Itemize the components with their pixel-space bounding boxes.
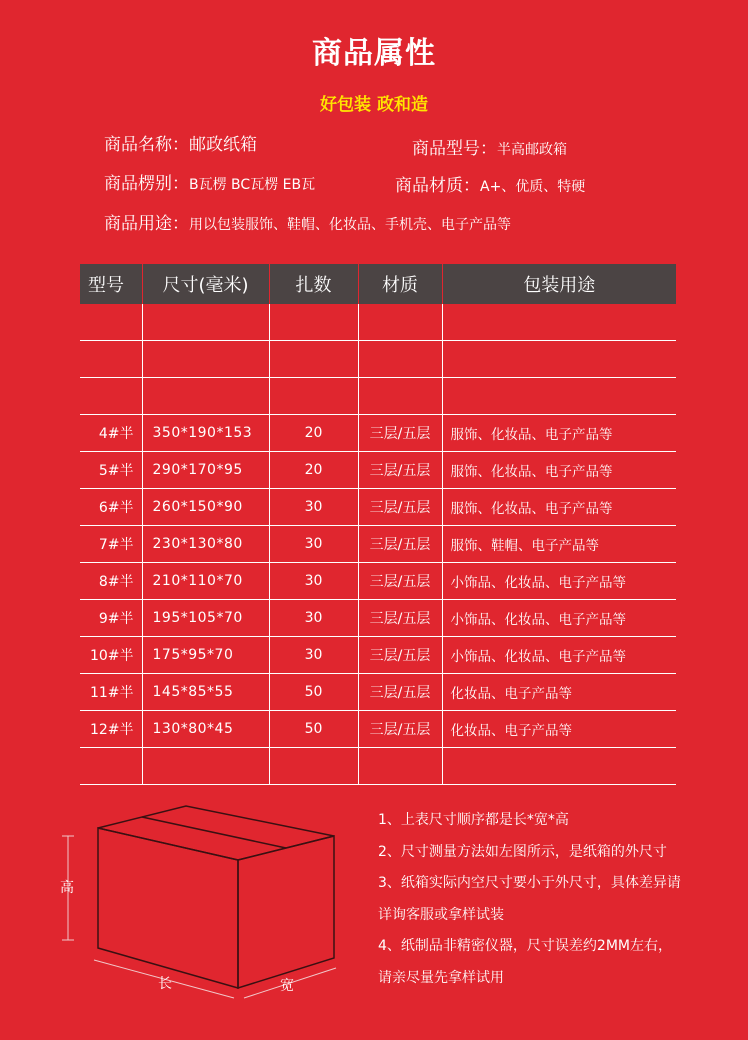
cell-material [358, 378, 442, 415]
attr-flute-value: B瓦楞 BC瓦楞 EB瓦 [189, 177, 316, 193]
cell-model: 6#半 [80, 489, 142, 526]
cell-size [142, 378, 269, 415]
cell-size: 350*190*153 [142, 415, 269, 452]
cell-material: 三层/五层 [358, 637, 442, 674]
cell-material [358, 341, 442, 378]
cell-usage: 化妆品、电子产品等 [442, 711, 676, 748]
note-line: 3、纸箱实际内空尺寸要小于外尺寸，具体差异请 [378, 875, 681, 891]
attr-material-label: 商品材质： [395, 176, 480, 196]
table-row [80, 304, 676, 341]
attr-name-value: 邮政纸箱 [189, 135, 257, 155]
cell-material: 三层/五层 [358, 489, 442, 526]
cell-size [142, 748, 269, 785]
box-front-face [98, 828, 238, 988]
table-row [80, 748, 676, 785]
cell-model [80, 748, 142, 785]
cell-bundle: 30 [269, 489, 358, 526]
cell-usage: 服饰、化妆品、电子产品等 [442, 452, 676, 489]
page-title: 商品属性 [312, 36, 436, 71]
slogan: 好包装 政和造 [320, 95, 428, 115]
cell-size: 290*170*95 [142, 452, 269, 489]
cell-bundle: 50 [269, 711, 358, 748]
cell-usage [442, 341, 676, 378]
cell-material [358, 748, 442, 785]
cell-size: 210*110*70 [142, 563, 269, 600]
header-usage: 包装用途 [442, 264, 676, 304]
length-label: 长 [158, 976, 172, 992]
attr-usage-label: 商品用途： [104, 214, 189, 234]
box-diagram [48, 800, 348, 1000]
cell-material: 三层/五层 [358, 711, 442, 748]
cell-model [80, 341, 142, 378]
cell-material [358, 304, 442, 341]
cell-size: 130*80*45 [142, 711, 269, 748]
header-bundle: 扎数 [269, 264, 358, 304]
attr-usage-value: 用以包装服饰、鞋帽、化妆品、手机壳、电子产品等 [189, 217, 511, 233]
table-row [80, 526, 676, 563]
cell-model: 5#半 [80, 452, 142, 489]
header-model: 型号 [80, 264, 142, 304]
cell-bundle: 30 [269, 637, 358, 674]
attr-usage [104, 209, 511, 234]
attr-model [412, 134, 567, 159]
cell-size: 175*95*70 [142, 637, 269, 674]
cell-material: 三层/五层 [358, 415, 442, 452]
header-material: 材质 [358, 264, 442, 304]
cell-bundle [269, 748, 358, 785]
note-line: 1、上表尺寸顺序都是长*宽*高 [378, 812, 569, 828]
attr-name [104, 130, 257, 155]
attr-name-label: 商品名称： [104, 135, 189, 155]
table-row [80, 415, 676, 452]
attr-material-value: A+、优质、特硬 [480, 179, 586, 195]
cell-usage: 小饰品、化妆品、电子产品等 [442, 637, 676, 674]
cell-model [80, 304, 142, 341]
note-line: 2、尺寸测量方法如左图所示，是纸箱的外尺寸 [378, 843, 667, 860]
attr-model-label: 商品型号： [412, 139, 497, 159]
cell-size: 260*150*90 [142, 489, 269, 526]
cell-model: 12#半 [80, 711, 142, 748]
cell-material: 三层/五层 [358, 674, 442, 711]
cell-bundle: 30 [269, 563, 358, 600]
spec-table [80, 264, 676, 785]
table-row [80, 711, 676, 748]
cell-material: 三层/五层 [358, 526, 442, 563]
cell-bundle: 30 [269, 600, 358, 637]
cell-model: 9#半 [80, 600, 142, 637]
box-side-face [238, 836, 334, 988]
cell-bundle: 20 [269, 415, 358, 452]
cell-model [80, 378, 142, 415]
cell-usage: 小饰品、化妆品、电子产品等 [442, 600, 676, 637]
cell-model: 7#半 [80, 526, 142, 563]
table-row [80, 341, 676, 378]
table-row [80, 637, 676, 674]
table-row [80, 489, 676, 526]
table-row [80, 563, 676, 600]
cell-material: 三层/五层 [358, 600, 442, 637]
cell-usage: 服饰、化妆品、电子产品等 [442, 489, 676, 526]
cell-size [142, 341, 269, 378]
cell-model: 8#半 [80, 563, 142, 600]
cell-bundle [269, 304, 358, 341]
notes-list [378, 805, 728, 994]
cell-usage: 化妆品、电子产品等 [442, 674, 676, 711]
cell-usage [442, 748, 676, 785]
table-row [80, 452, 676, 489]
cell-usage: 服饰、鞋帽、电子产品等 [442, 526, 676, 563]
attr-model-value: 半高邮政箱 [497, 142, 567, 158]
cell-size [142, 304, 269, 341]
table-row [80, 378, 676, 415]
cell-usage: 小饰品、化妆品、电子产品等 [442, 563, 676, 600]
cell-usage [442, 304, 676, 341]
cell-usage: 服饰、化妆品、电子产品等 [442, 415, 676, 452]
note-line: 4、纸制品非精密仪器，尺寸误差约2MM左右， [378, 938, 672, 954]
cell-bundle: 20 [269, 452, 358, 489]
table-header-row [80, 264, 676, 304]
cell-size: 145*85*55 [142, 674, 269, 711]
cell-model: 11#半 [80, 674, 142, 711]
attr-flute [104, 169, 315, 194]
cell-size: 230*130*80 [142, 526, 269, 563]
header-size: 尺寸(毫米) [142, 264, 269, 304]
cell-material: 三层/五层 [358, 452, 442, 489]
attr-flute-label: 商品楞别： [104, 174, 189, 194]
note-line: 请亲尽量先拿样试用 [378, 969, 504, 986]
table-row [80, 600, 676, 637]
cell-bundle: 30 [269, 526, 358, 563]
height-label: 高 [60, 880, 74, 896]
cell-size: 195*105*70 [142, 600, 269, 637]
cell-bundle [269, 341, 358, 378]
cell-usage [442, 378, 676, 415]
note-line: 详询客服或拿样试装 [378, 906, 504, 923]
table-row [80, 674, 676, 711]
cell-model: 4#半 [80, 415, 142, 452]
cell-material: 三层/五层 [358, 563, 442, 600]
attr-material [395, 171, 585, 196]
cell-model: 10#半 [80, 637, 142, 674]
cell-bundle [269, 378, 358, 415]
width-label: 宽 [280, 978, 294, 994]
cell-bundle: 50 [269, 674, 358, 711]
